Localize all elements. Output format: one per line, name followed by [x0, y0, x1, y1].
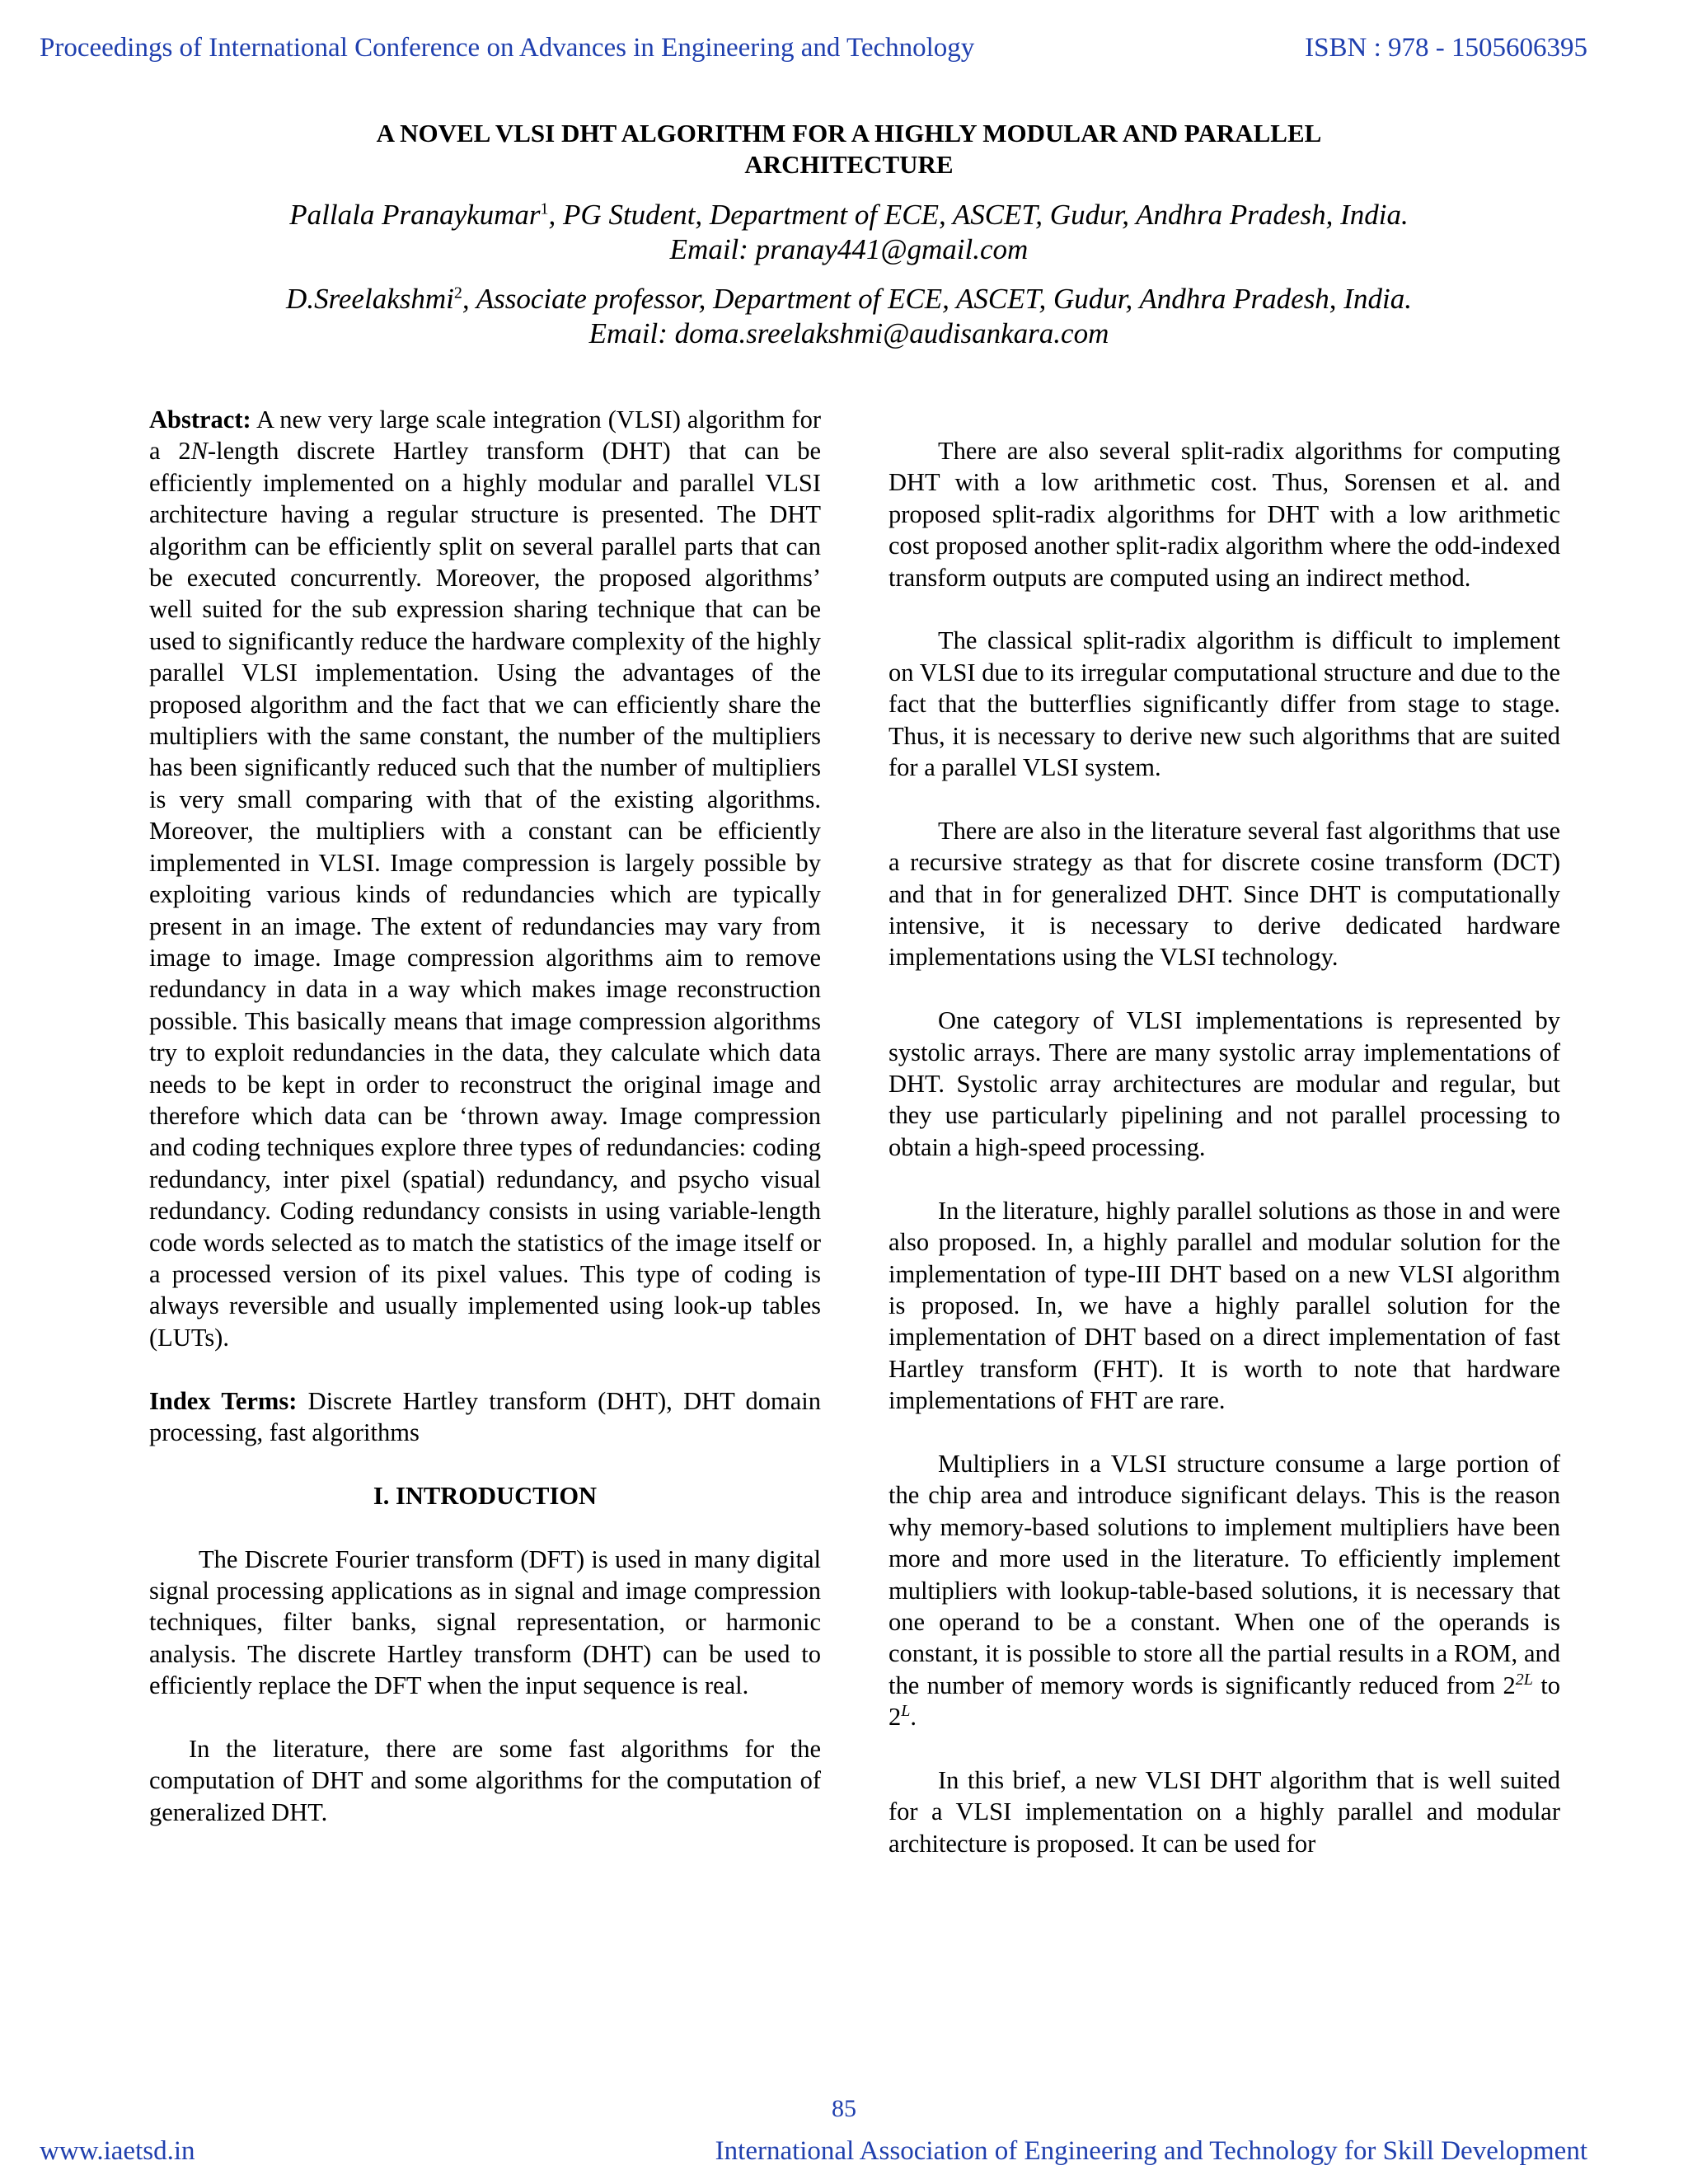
author-1-name: Pallala Pranaykumar [289, 199, 541, 231]
author-1-line [206, 198, 1492, 232]
abstract-text-b: -length discrete Hartley transform (DHT) that can be efficiently implemented on a highly modular and parallel VLSI architecture having a regular structure is presented. The DHT algorithm can be efficiently split on several parallel parts that can be executed concurrently. Moreover, the proposed algorithms’ well suited for the sub expression sharing technique that can be used to significantly reduce the hardware complexity of the highly parallel VLSI implementation. Using the advantages of the proposed algorithm and the fact that we can efficiently share the multipliers with the same constant, the number of the multipliers has been significantly reduced such that the number of multipliers is very small comparing with that of the existing algorithms. Moreover, the multipliers with a constant can be efficiently implemented in VLSI. Image compression is largely possible by exploiting various kinds of redundancies which are typically present in an image. The extent of redundancies may vary from image to image. Image compression algorithms aim to remove redundancy in data in a way which makes image reconstruction possible. This basically means that image compression algorithms try to exploit redundancies in the data, they calculate which data needs to be kept in order to reconstruct the original image and therefore which data can be ‘thrown away. Image compression and coding techniques explore three types of redundancies: coding redundancy, inter pixel (spatial) redundancy, and psycho visual redundancy. Coding redundancy consists in using variable-length code words selected as to match the statistics of the image itself or a processed version of its pixel values. This type of coding is always reversible and usually implemented using look-up tables (LUTs). [149, 437, 821, 1352]
intro-paragraph-2: In the literature, there are some fast algorithms for the computation of DHT and some algorithms for the computation of generalized DHT. [149, 1735, 821, 1826]
abstract-text-a: A new very large scale integration (VLSI) algorithm for a 2 [149, 405, 821, 466]
multipliers-text: Multipliers in a VLSI structure consume a large portion of the chip area and introduce significant delays. This is the reason why memory-based solutions to implement multipliers have been more and more used in the literature. To efficiently implement multipliers with lookup-table-based solutions, it is necessary that one operand to be a constant. When one of the operands is constant, it is possible to store all the partial results in a ROM, and the number of memory words is significantly reduced from 2 [889, 1449, 1560, 1699]
right-paragraph-3: There are also in the literature several fast algorithms that use a recursive strategy as that for discrete cosine transform (DCT) and that in for generalized DHT. Since DHT is computationally intensive, it is necessary to derive dedicated hardware implementations using the VLSI technology. [889, 816, 1560, 972]
author-1-affiliation: , PG Student, Department of ECE, ASCET, Gudur, Andhra Pradesh, India. [548, 199, 1409, 231]
index-terms [149, 1385, 821, 1449]
right-paragraph-5: In the literature, highly parallel solutions as those in and were also proposed. In, a highly parallel and modular solution for the implementation of type-III DHT based on a new VLSI algorithm is proposed. In, we have a highly parallel solution for the implementation of DHT based on a direct implementation of fast Hartley transform (FHT). It is worth to note that hardware implementations of FHT are rare. [889, 1196, 1560, 1415]
right-paragraph-4: One category of VLSI implementations is represented by systolic arrays. There are many systolic array implementations of DHT. Systolic array architectures are modular and regular, but they use particularly pipelining and not parallel processing to obtain a high-speed processing. [889, 1006, 1560, 1161]
right-paragraph-last: In this brief, a new VLSI DHT algorithm that is well suited for a VLSI implementation on a highly parallel and modular architecture is proposed. It can be used for [889, 1765, 1560, 1858]
section-heading-introduction: I. INTRODUCTION [373, 1481, 598, 1510]
intro-paragraph-1: The Discrete Fourier transform (DFT) is used in many digital signal processing applications as in signal and image compression techniques, filter banks, signal representation, or harmonic analysis. The discrete Hartley transform (DHT) can be used to efficiently replace the DFT when the input sequence is real. [149, 1544, 821, 1700]
author-2-line [206, 282, 1492, 316]
paper-title-line-1: A NOVEL VLSI DHT ALGORITHM FOR A HIGHLY MODULAR AND PARALLEL [376, 119, 1322, 148]
paper-title [206, 118, 1492, 180]
author-2 [206, 282, 1492, 351]
author-2-email: Email: doma.sreelakshmi@audisankara.com [588, 317, 1109, 349]
exponent-l: L [901, 1702, 911, 1721]
right-paragraph-multipliers [889, 1448, 1560, 1733]
abstract [149, 404, 821, 1353]
right-paragraph-2: The classical split-radix algorithm is difficult to implement on VLSI due to its irregular computational structure and due to the fact that the butterflies significantly differ from stage to stage. Thus, it is necessary to derive new such algorithms that are suited for a parallel VLSI system. [889, 626, 1560, 782]
author-1-sup: 1 [540, 199, 549, 218]
footer-website[interactable]: www.iaetsd.in [40, 2136, 195, 2166]
page-number: 85 [832, 2095, 856, 2122]
author-2-sup: 2 [453, 284, 462, 302]
author-2-name: D.Sreelakshmi [286, 283, 454, 315]
abstract-label: Abstract: [149, 405, 251, 434]
index-terms-text: Discrete Hartley transform (DHT), DHT domain processing, fast algorithms [149, 1386, 821, 1446]
multipliers-end: . [910, 1703, 917, 1732]
index-terms-label: Index Terms: [149, 1386, 298, 1415]
running-header-left: Proceedings of International Conference on Advances in Engineering and Technology [40, 33, 975, 63]
multipliers-mid: to 2 [889, 1671, 1560, 1732]
paper-title-line-2: ARCHITECTURE [744, 150, 954, 179]
author-1-email: Email: pranay441@gmail.com [669, 233, 1029, 265]
author-2-affiliation: , Associate professor, Department of ECE, ASCET, Gudur, Andhra Pradesh, India. [462, 283, 1412, 315]
running-header-isbn: ISBN : 978 - 1505606395 [1305, 33, 1587, 63]
right-column [889, 435, 1560, 1891]
exponent-2l: 2L [1515, 1670, 1533, 1689]
abstract-n: N [190, 437, 208, 466]
author-1 [206, 198, 1492, 267]
right-paragraph-1: There are also several split-radix algorithms for computing DHT with a low arithmetic cost. Thus, Sorensen et al. and proposed split-radix algorithms for DHT with a low arithmetic cost proposed another split-radix algorithm where the odd-indexed transform outputs are computed using an indirect method. [889, 437, 1560, 592]
footer-organization: International Association of Engineering and Technology for Skill Development [715, 2136, 1587, 2166]
left-column [149, 404, 821, 1860]
